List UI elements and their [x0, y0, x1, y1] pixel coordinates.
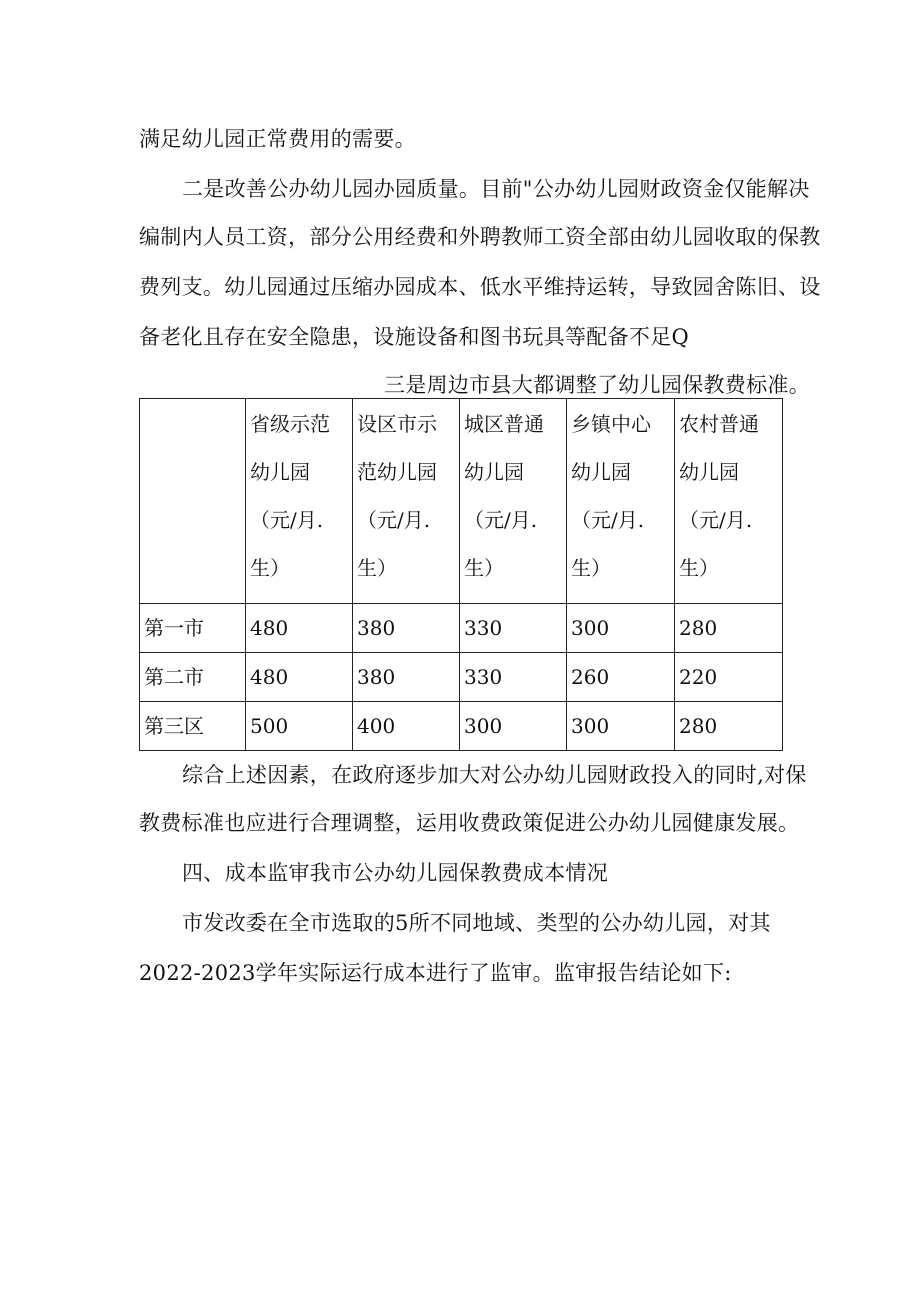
table-header-cell: 省级示范 幼儿园 （元/月. 生） — [246, 399, 353, 604]
paragraph-conclusion-line-2: 教费标准也应进行合理调整，运用收费政策促进公办幼儿园健康发展。 — [139, 811, 800, 835]
table-cell: 第一市 — [140, 604, 246, 653]
paragraph-quality-line-2: 编制内人员工资，部分公用经费和外聘教师工资全部由幼儿园收取的保教 — [139, 225, 821, 249]
table-header-cell: 乡镇中心 幼儿园 （元/月. 生） — [567, 399, 675, 604]
table-cell: 480 — [246, 604, 353, 653]
paragraph-quality-line-1: 二是改善公办幼儿园办园质量。目前"公办幼儿园财政资金仅能解决 — [182, 177, 810, 201]
table-cell: 280 — [675, 604, 783, 653]
table-row — [140, 702, 783, 751]
table-cell: 380 — [353, 653, 460, 702]
table-header-cell: 农村普通 幼儿园 （元/月. 生） — [675, 399, 783, 604]
paragraph-fee-needs: 满足幼儿园正常费用的需要。 — [139, 127, 416, 151]
table-cell: 300 — [567, 604, 675, 653]
paragraph-audit-line-1: 市发改委在全市选取的5所不同地域、类型的公办幼儿园，对其 — [182, 911, 771, 935]
paragraph-quality-line-3: 费列支。幼儿园通过压缩办园成本、低水平维持运转，导致园舍陈旧、设 — [139, 275, 821, 299]
table-cell: 220 — [675, 653, 783, 702]
paragraph-neighbor-standards: 三是周边市县大都调整了幼儿园保教费标准。 — [384, 373, 810, 397]
paragraph-quality-line-4: 备老化且存在安全隐患，设施设备和图书玩具等配备不足Q — [139, 325, 690, 349]
table-cell: 第二市 — [140, 653, 246, 702]
table-row — [140, 604, 783, 653]
table-cell: 第三区 — [140, 702, 246, 751]
table-row — [140, 653, 783, 702]
fee-standard-table — [139, 398, 783, 751]
table-header-blank — [140, 399, 246, 604]
table-cell: 260 — [567, 653, 675, 702]
table-header-row — [140, 399, 783, 604]
table-cell: 300 — [460, 702, 567, 751]
table-cell: 280 — [675, 702, 783, 751]
table-cell: 330 — [460, 604, 567, 653]
section-heading-cost-audit: 四、成本监审我市公办幼儿园保教费成本情况 — [182, 861, 608, 885]
table-header-cell: 城区普通 幼儿园 （元/月. 生） — [460, 399, 567, 604]
table-header-cell: 设区市示 范幼儿园 （元/月. 生） — [353, 399, 460, 604]
table-cell: 300 — [567, 702, 675, 751]
table-cell: 330 — [460, 653, 567, 702]
paragraph-conclusion-line-1: 综合上述因素，在政府逐步加大对公办幼儿园财政投入的同时,对保 — [182, 763, 807, 787]
table-cell: 400 — [353, 702, 460, 751]
table-cell: 500 — [246, 702, 353, 751]
table-cell: 480 — [246, 653, 353, 702]
table-cell: 380 — [353, 604, 460, 653]
paragraph-audit-line-2: 2022-2023学年实际运行成本进行了监审。监审报告结论如下: — [139, 961, 732, 985]
